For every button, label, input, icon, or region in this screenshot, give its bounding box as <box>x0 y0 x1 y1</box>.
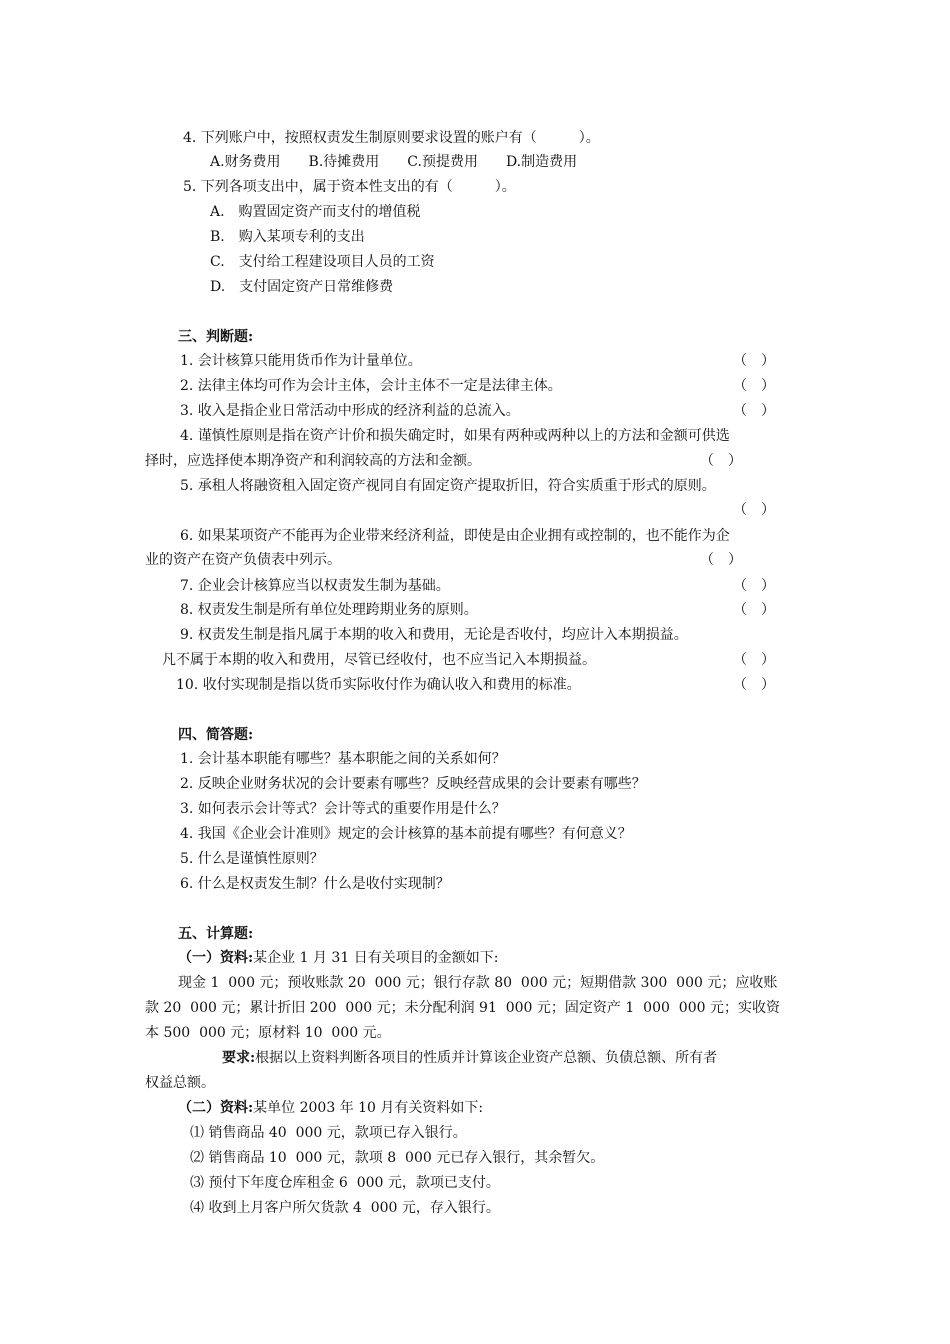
judge-item: 8. 权责发生制是所有单位处理跨期业务的原则。 <box>180 602 478 618</box>
answer-parentheses: （ ） <box>700 453 742 469</box>
answer-parentheses: （ ） <box>733 378 775 394</box>
question-5-stem: 5. 下列各项支出中，属于资本性支出的有（ ）。 <box>183 179 516 195</box>
judge-item: 6. 如果某项资产不能再为企业带来经济利益，即使是由企业拥有或控制的，也不能作为企 <box>180 528 730 544</box>
material-2 <box>178 1098 483 1118</box>
requirement <box>222 1048 717 1068</box>
question-4-options: A.财务费用 B.待摊费用 C.预提费用 D.制造费用 <box>210 154 578 170</box>
judge-heading: 三、判断题: <box>178 329 254 345</box>
judge-item: 10. 收付实现制是指以货币实际收付作为确认收入和费用的标准。 <box>176 677 581 693</box>
judge-item: 4. 谨慎性原则是指在资产计价和损失确定时，如果有两种或两种以上的方法和金额可供选 <box>180 428 730 444</box>
material-2-item: ⑵ 销售商品 10 000 元，款项 8 000 元已存入银行，其余暂欠。 <box>190 1150 605 1166</box>
question-5-option: B. 购入某项专利的支出 <box>210 229 365 245</box>
material-1-line: 本 500 000 元；原材料 10 000 元。 <box>145 1025 391 1041</box>
material-2-item: ⑶ 预付下年度仓库租金 6 000 元，款项已支付。 <box>190 1175 500 1191</box>
judge-item-continued: 择时，应选择使本期净资产和利润较高的方法和金额。 <box>145 453 481 469</box>
question-5-option: A. 购置固定资产而支付的增值税 <box>210 204 421 220</box>
answer-parentheses: （ ） <box>700 552 742 568</box>
judge-item: 9. 权责发生制是指凡属于本期的收入和费用，无论是否收付，均应计入本期损益。 <box>180 627 688 643</box>
short-answer-heading: 四、简答题: <box>178 727 254 743</box>
short-answer-item: 3. 如何表示会计等式？会计等式的重要作用是什么？ <box>180 801 506 817</box>
answer-parentheses: （ ） <box>733 502 775 518</box>
short-answer-item: 1. 会计基本职能有哪些？基本职能之间的关系如何？ <box>180 751 506 767</box>
material-1-text: 某企业 1 月 31 日有关项目的金额如下: <box>253 950 499 966</box>
material-1 <box>178 948 498 968</box>
material-1-line: 现金 1 000 元；预收账款 20 000 元；银行存款 80 000 元；短期借款 300 000 元；应收账 <box>178 975 778 991</box>
question-5-option: D. 支付固定资产日常维修费 <box>210 279 394 295</box>
requirement-label: 要求: <box>222 1050 256 1066</box>
short-answer-item: 2. 反映企业财务状况的会计要素有哪些？反映经营成果的会计要素有哪些？ <box>180 776 646 792</box>
judge-item: 7. 企业会计核算应当以权责发生制为基础。 <box>180 578 450 594</box>
answer-parentheses: （ ） <box>733 652 775 668</box>
judge-item: 5. 承租人将融资租入固定资产视同自有固定资产提取折旧，符合实质重于形式的原则。 <box>180 478 716 494</box>
material-2-item: ⑷ 收到上月客户所欠货款 4 000 元，存入银行。 <box>190 1200 500 1216</box>
requirement-continued: 权益总额。 <box>145 1075 215 1091</box>
judge-item-continued: 凡不属于本期的收入和费用，尽管已经收付，也不应当记入本期损益。 <box>162 652 596 668</box>
answer-parentheses: （ ） <box>733 602 775 618</box>
material-2-item: ⑴ 销售商品 40 000 元，款项已存入银行。 <box>190 1125 467 1141</box>
answer-parentheses: （ ） <box>733 353 775 369</box>
material-1-label: （一）资料: <box>178 950 254 966</box>
answer-parentheses: （ ） <box>733 578 775 594</box>
judge-item: 2. 法律主体均可作为会计主体，会计主体不一定是法律主体。 <box>180 378 562 394</box>
question-4-stem: 4. 下列账户中，按照权责发生制原则要求设置的账户有（ ）。 <box>183 130 600 146</box>
judge-item-continued: 业的资产在资产负债表中列示。 <box>145 552 341 568</box>
material-1-line: 款 20 000 元；累计折旧 200 000 元；未分配利润 91 000 元；固定资产 1 000 000 元；实收资 <box>145 1000 780 1016</box>
requirement-text: 根据以上资料判断各项目的性质并计算该企业资产总额、负债总额、所有者 <box>255 1050 718 1066</box>
short-answer-item: 4. 我国《企业会计准则》规定的会计核算的基本前提有哪些？有何意义？ <box>180 826 632 842</box>
short-answer-item: 5. 什么是谨慎性原则？ <box>180 851 324 867</box>
answer-parentheses: （ ） <box>733 677 775 693</box>
material-2-label: （二）资料: <box>178 1100 254 1116</box>
judge-item: 1. 会计核算只能用货币作为计量单位。 <box>180 353 422 369</box>
calculation-heading: 五、计算题: <box>178 926 254 942</box>
answer-parentheses: （ ） <box>733 403 775 419</box>
judge-item: 3. 收入是指企业日常活动中形成的经济利益的总流入。 <box>180 403 520 419</box>
material-2-text: 某单位 2003 年 10 月有关资料如下: <box>253 1100 484 1116</box>
short-answer-item: 6. 什么是权责发生制？什么是收付实现制？ <box>180 876 450 892</box>
question-5-option: C. 支付给工程建设项目人员的工资 <box>210 254 435 270</box>
